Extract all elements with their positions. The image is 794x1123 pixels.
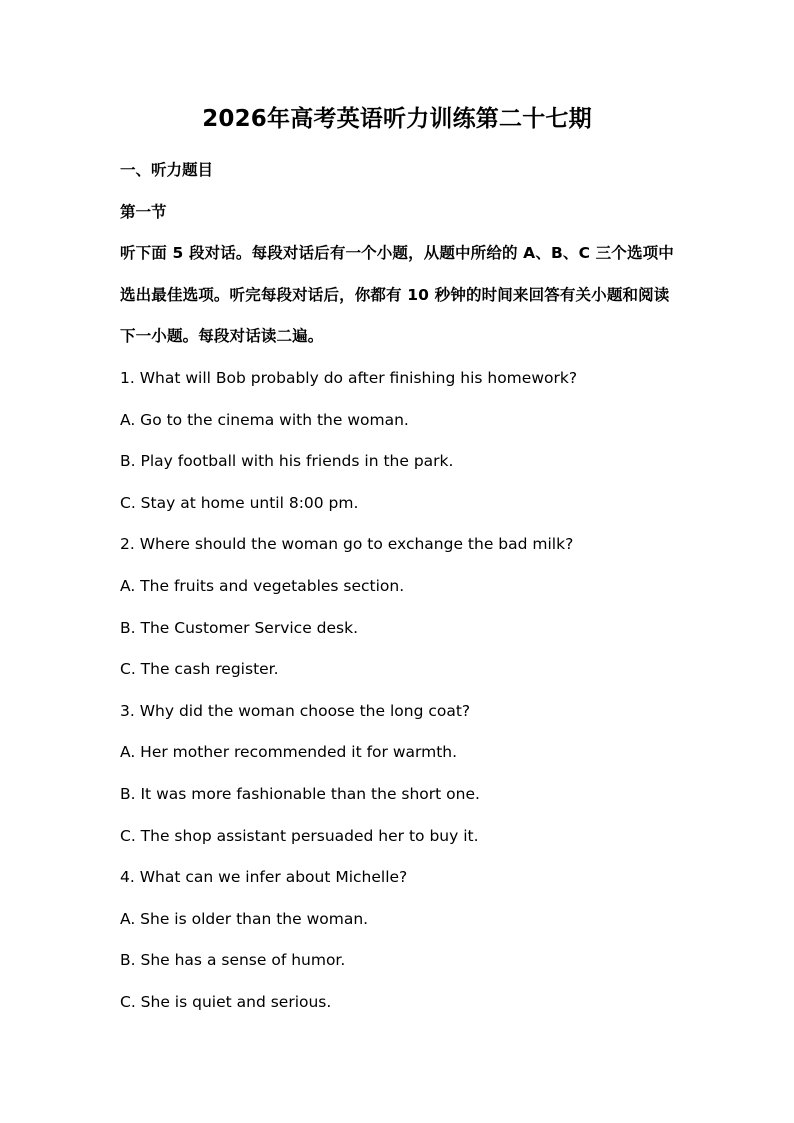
- question-3-stem: 3. Why did the woman choose the long coat?: [120, 701, 471, 720]
- question-3-option-c: C. The shop assistant persuaded her to buy it.: [120, 826, 479, 845]
- question-3-option-b: B. It was more fashionable than the short one.: [120, 784, 480, 803]
- part-heading: 第一节: [120, 202, 167, 221]
- instructions-line-3: 下一小题。每段对话读二遍。: [120, 327, 324, 346]
- question-1-option-b: B. Play football with his friends in the park.: [120, 452, 454, 471]
- instructions-line-1: 听下面 5 段对话。每段对话后有一个小题，从题中所给的 A、B、C 三个选项中: [120, 244, 674, 263]
- question-4-stem: 4. What can we infer about Michelle?: [120, 868, 408, 887]
- question-2-stem: 2. Where should the woman go to exchange the bad milk?: [120, 535, 574, 554]
- question-2-option-b: B. The Customer Service desk.: [120, 618, 359, 637]
- question-3-option-a: A. Her mother recommended it for warmth.: [120, 743, 458, 762]
- document-body: [120, 150, 680, 1023]
- question-4-option-b: B. She has a sense of humor.: [120, 951, 346, 970]
- question-1-option-c: C. Stay at home until 8:00 pm.: [120, 493, 359, 512]
- page-title: 2026年高考英语听力训练第二十七期: [202, 106, 592, 132]
- instructions-line-2: 选出最佳选项。听完每段对话后，你都有 10 秒钟的时间来回答有关小题和阅读: [120, 285, 670, 304]
- question-2-option-c: C. The cash register.: [120, 660, 279, 679]
- question-2-option-a: A. The fruits and vegetables section.: [120, 576, 405, 595]
- section-heading: 一、听力题目: [120, 161, 214, 179]
- question-1-option-a: A. Go to the cinema with the woman.: [120, 410, 409, 429]
- question-4-option-c: C. She is quiet and serious.: [120, 992, 332, 1011]
- question-1-stem: 1. What will Bob probably do after finishing his homework?: [120, 368, 578, 387]
- question-4-option-a: A. She is older than the woman.: [120, 909, 369, 928]
